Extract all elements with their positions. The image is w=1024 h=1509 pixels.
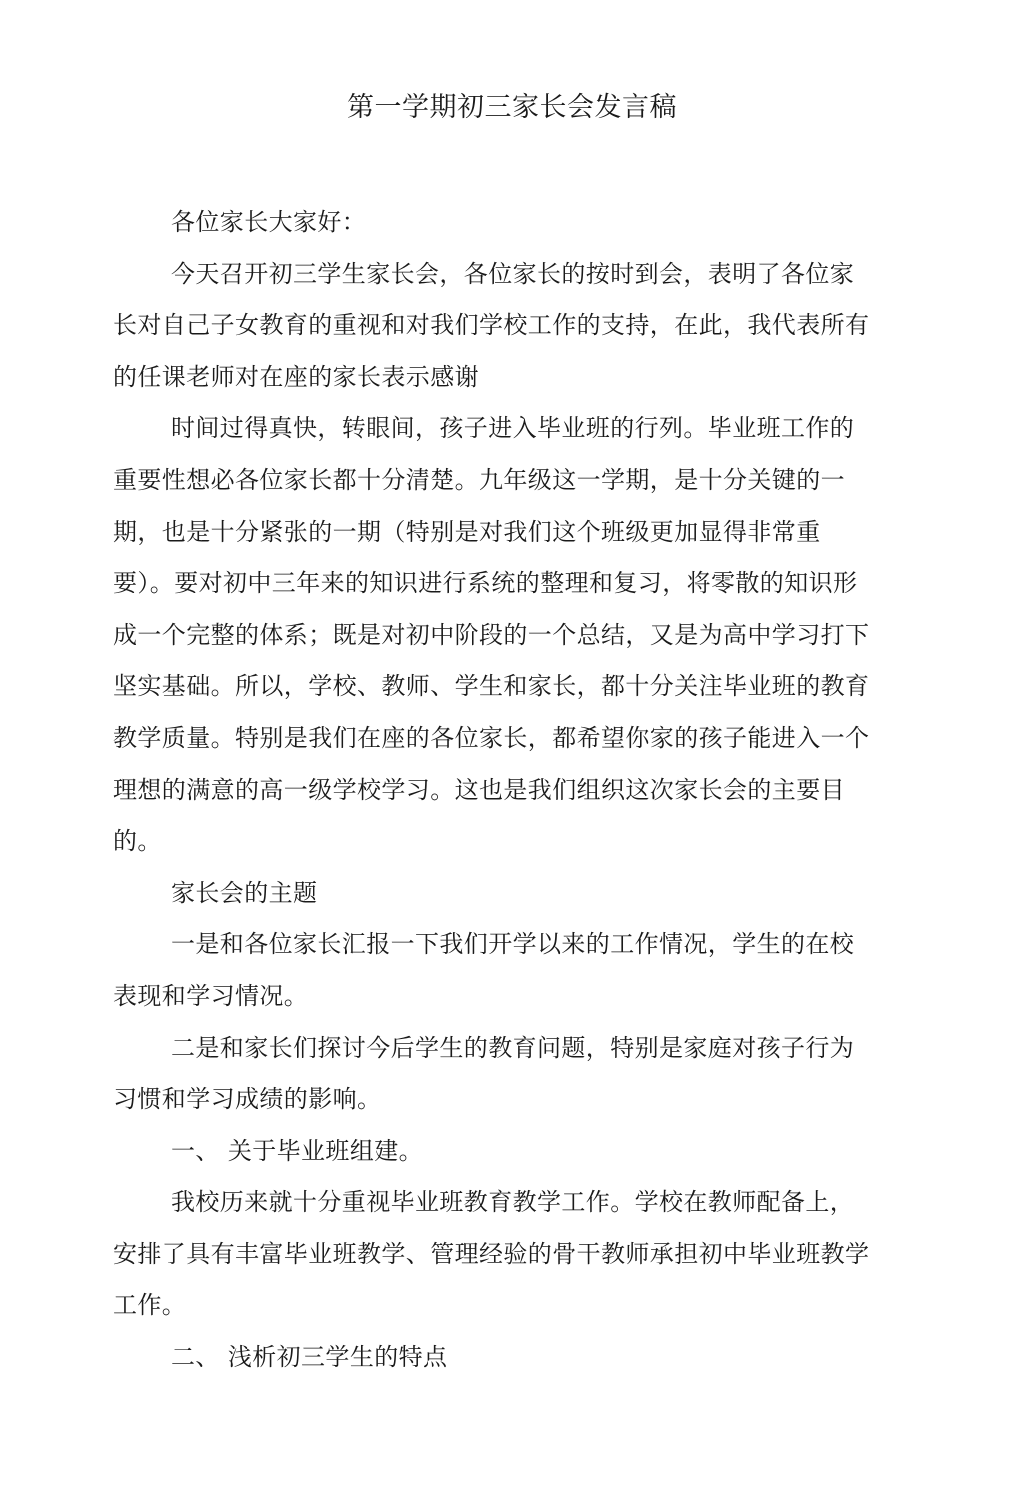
theme-point-two: 二是和家长们探讨今后学生的教育问题，特别是家庭对孩子行为习惯和学习成绩的影响。 <box>113 1033 855 1114</box>
section-two-heading: 二、 浅析初三学生的特点 <box>171 1343 448 1372</box>
document-body <box>113 197 873 1384</box>
graduation-class-paragraph: 时间过得真快，转眼间，孩子进入毕业班的行列。毕业班工作的重要性想必各位家长都十分清楚。九年级这一学期，是十分关键的一期，也是十分紧张的一期（特别是对我们这个班级更加显得非常重要）。要对初中三年来的知识进行系统的整理和复习，将零散的知识形成一个完整的体系；既是对初中阶段的一个总结，又是为高中学习打下坚实基础。所以，学校、教师、学生和家长，都十分关注毕业班的教育教学质量。特别是我们在座的各位家长，都希望你家的孩子能进入一个理想的满意的高一级学校学习。这也是我们组织这次家长会的主要目的。 <box>113 414 870 856</box>
section-one-paragraph: 我校历来就十分重视毕业班教育教学工作。学校在教师配备上，安排了具有丰富毕业班教学、管理经验的骨干教师承担初中毕业班教学工作。 <box>113 1188 870 1320</box>
meeting-theme-heading: 家长会的主题 <box>171 878 318 907</box>
document-title: 第一学期初三家长会发言稿 <box>347 92 677 123</box>
greeting-paragraph: 各位家长大家好： <box>171 208 367 236</box>
opening-paragraph: 今天召开初三学生家长会，各位家长的按时到会，表明了各位家长对自己子女教育的重视和对我们学校工作的支持，在此，我代表所有的任课老师对在座的家长表示感谢 <box>113 259 870 391</box>
theme-point-one: 一是和各位家长汇报一下我们开学以来的工作情况，学生的在校表现和学习情况。 <box>113 930 855 1010</box>
section-one-heading: 一、 关于毕业班组建。 <box>171 1136 424 1165</box>
